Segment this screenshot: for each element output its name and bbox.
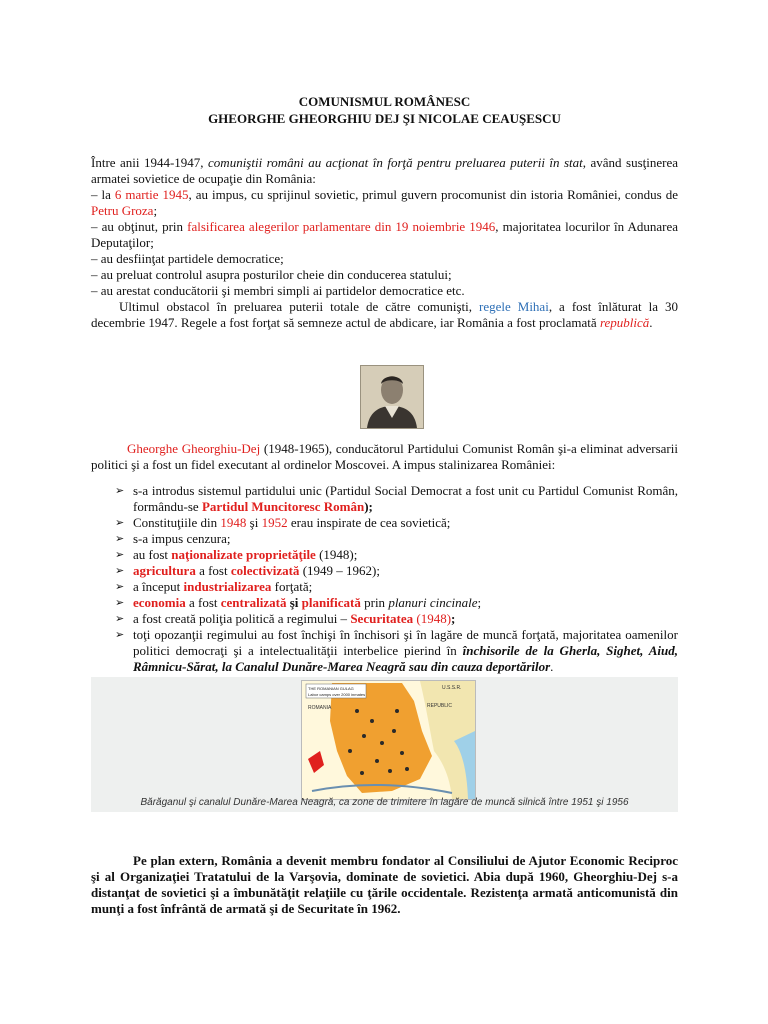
dej-paragraph: Gheorghe Gheorghiu-Dej (1948-1965), conducătorul Partidului Comunist Român şi-a eliminat adversarii politici şi a fost un fidel executant al ordinelor Moscovei. A impus stalinizarea României: bbox=[91, 441, 678, 472]
title-line-1: COMUNISMUL ROMÂNESC bbox=[298, 94, 471, 109]
intro-item-5: – au arestat conducătorii şi membri simpli ai partidelor democratice etc. bbox=[91, 283, 465, 298]
intro-abdication: Ultimul obstacol în preluarea puterii totale de către comunişti, regele Mihai, a fost înlăturat la 30 decembrie 1947. Regele a fost forţat să semneze actul de abdicare, iar România a fost proclamată republică. bbox=[91, 299, 678, 330]
map-label: REPUBLIC bbox=[427, 703, 453, 709]
title-line-2: GHEORGHE GHEORGHIU DEJ ŞI NICOLAE CEAUŞESCU bbox=[208, 111, 561, 126]
map-legend-2: Labor camps over 2000 inmates bbox=[308, 692, 366, 697]
intro-item-2: – au obţinut, prin falsificarea alegerilor parlamentare din 19 noiembrie 1946, majoritatea locurilor în Adunarea Deputaţilor; bbox=[91, 219, 678, 250]
map-label: U.S.S.R. bbox=[442, 685, 462, 691]
intro-item-3: – au desfiinţat partidele democratice; bbox=[91, 251, 284, 266]
map-label: ROMANIA bbox=[308, 705, 332, 711]
external-policy-paragraph: Pe plan extern, România a devenit membru fondator al Consiliului de Ajutor Economic Reciproc şi al Organizaţiei Tratatului de la Varşovia, dominate de sovietici. Abia după 1960, Gheorghiu-Dej s-a distanţat de sovietici şi a îmbunătăţit relaţiile cu ţările occidentale. Rezistenţa armată anticomunistă din munţi a fost înfrântă de armată şi de Securitate în 1962. bbox=[91, 853, 678, 916]
gulag-map bbox=[301, 680, 476, 800]
intro-item-4: – au preluat controlul asupra posturilor cheie din conducerea statului; bbox=[91, 267, 452, 282]
intro-paragraph: Între anii 1944-1947, comuniştii români au acţionat în forţă pentru preluarea puterii în stat, având susţinerea armatei sovietice de ocupaţie din România: bbox=[91, 155, 678, 186]
map-caption: Bărăganul şi canalul Dunăre-Marea Neagră, ca zone de trimitere în lagăre de muncă silnică între 1951 şi 1956 bbox=[140, 797, 629, 808]
intro-item-1: – la 6 martie 1945, au impus, cu sprijinul sovietic, primul guvern procomunist din istoria României, condus de Petru Groza; bbox=[91, 187, 678, 218]
portrait-photo bbox=[360, 365, 424, 429]
map-legend-1: THE ROMANIAN GULAG bbox=[308, 686, 354, 691]
